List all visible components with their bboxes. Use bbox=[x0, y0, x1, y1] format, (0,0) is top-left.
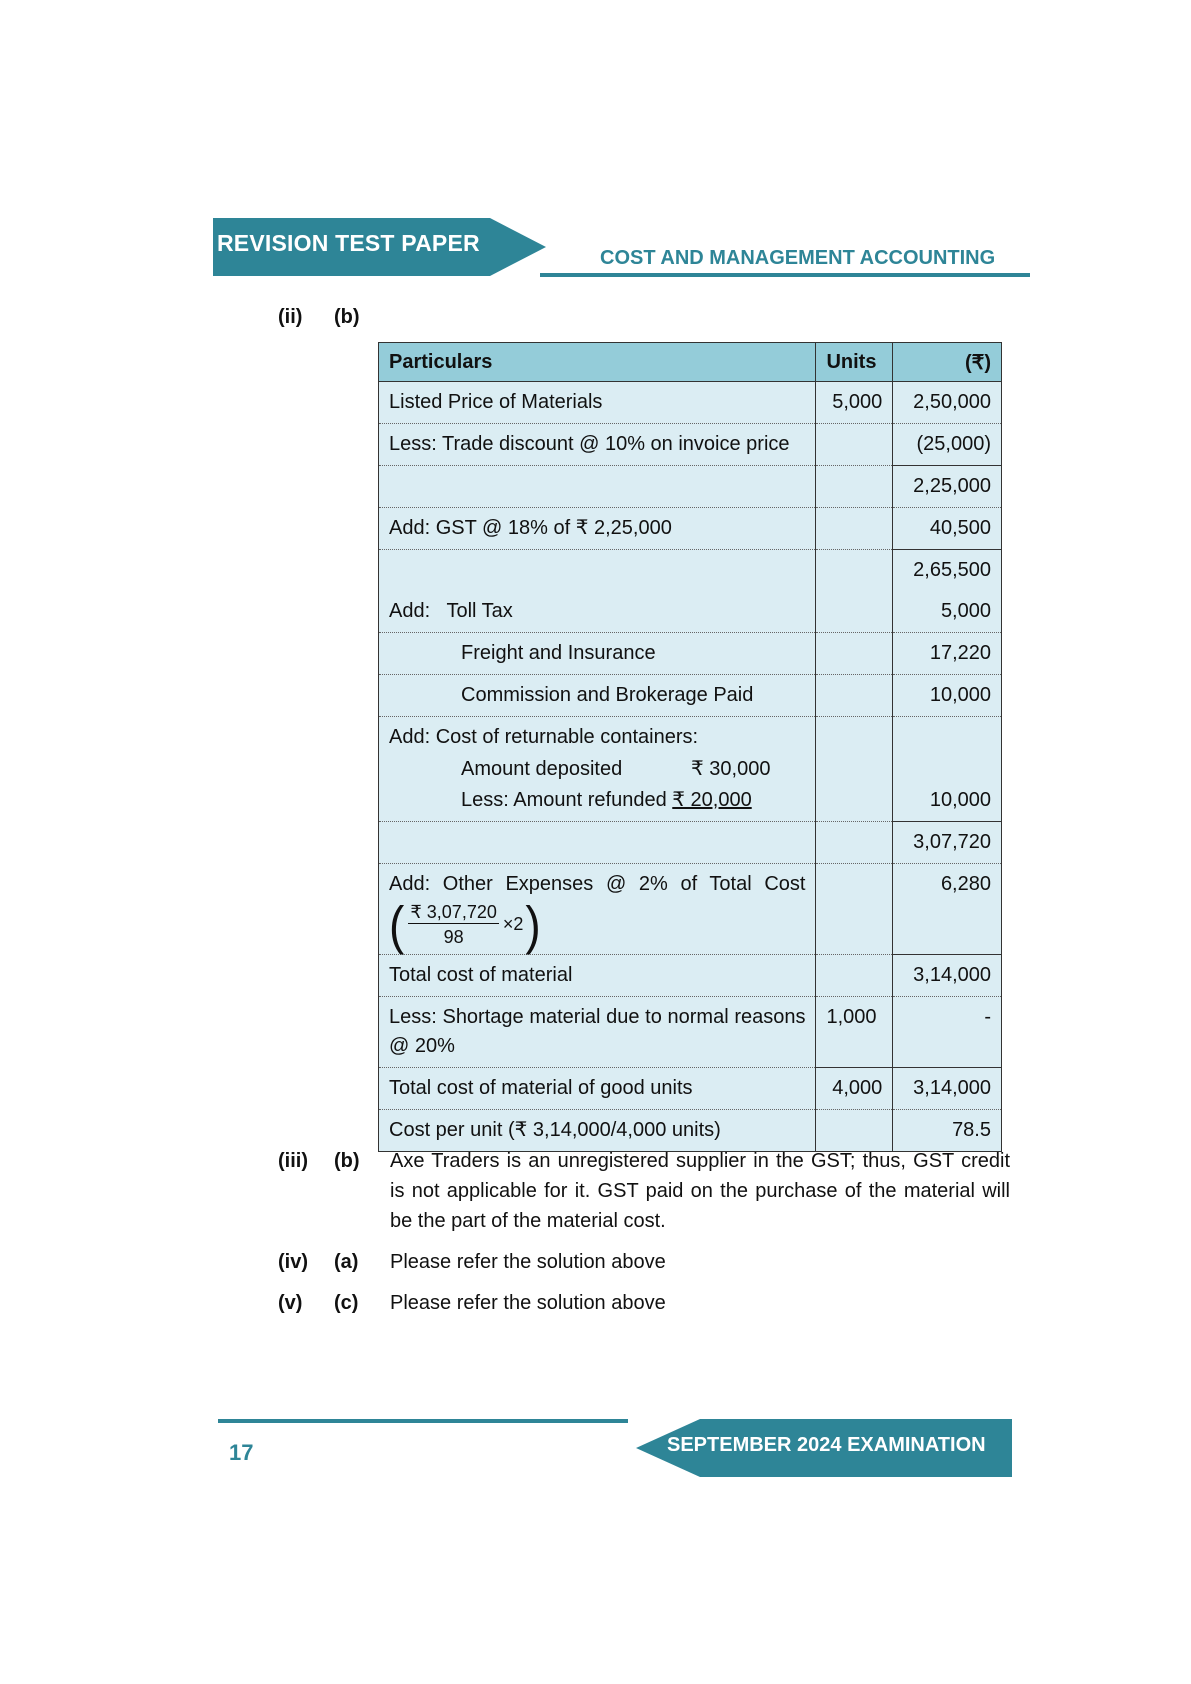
row-particulars: Less: Shortage material due to normal reasons @ 20% bbox=[379, 997, 816, 1068]
header-title: REVISION TEST PAPER bbox=[217, 230, 480, 256]
row-amount: 17,220 bbox=[893, 633, 1002, 675]
fraction-numerator: ₹ 3,07,720 bbox=[410, 902, 497, 922]
refunded-value: ₹ 20,000 bbox=[672, 789, 752, 811]
question-number-iv: (iv) bbox=[278, 1251, 308, 1273]
header-units: Units bbox=[816, 343, 893, 382]
row-units: 5,000 bbox=[816, 382, 893, 424]
row-amount: 78.5 bbox=[893, 1110, 1002, 1152]
containers-deposited bbox=[389, 752, 805, 786]
row-particulars: Add: GST @ 18% of ₹ 2,25,000 bbox=[379, 508, 816, 550]
page-number: 17 bbox=[229, 1440, 254, 1465]
question-number-v: (v) bbox=[278, 1292, 303, 1314]
header-subject: COST AND MANAGEMENT ACCOUNTING bbox=[600, 247, 996, 269]
table-row bbox=[379, 424, 1002, 466]
row-units bbox=[816, 633, 893, 675]
header-banner-arrow bbox=[490, 218, 546, 276]
row-particulars: Listed Price of Materials bbox=[379, 382, 816, 424]
row-particulars-text: Commission and Brokerage Paid bbox=[461, 684, 754, 706]
row-units bbox=[816, 508, 893, 550]
row-particulars: Add: Toll Tax bbox=[379, 591, 816, 633]
row-particulars: Less: Trade discount @ 10% on invoice price bbox=[379, 424, 816, 466]
row-particulars bbox=[379, 864, 816, 955]
header-rule bbox=[540, 273, 1030, 277]
left-paren: ( bbox=[389, 894, 405, 955]
question-number-ii: (ii) bbox=[278, 306, 303, 328]
row-amount: - bbox=[893, 997, 1002, 1068]
row-particulars: Cost per unit (₹ 3,14,000/4,000 units) bbox=[379, 1110, 816, 1152]
table-row bbox=[379, 675, 1002, 717]
table-row bbox=[379, 382, 1002, 424]
row-units bbox=[816, 822, 893, 864]
table-row bbox=[379, 864, 1002, 955]
row-particulars bbox=[379, 466, 816, 508]
row-amount: 2,65,500 bbox=[893, 550, 1002, 592]
row-particulars bbox=[379, 675, 816, 717]
row-amount: 3,07,720 bbox=[893, 822, 1002, 864]
other-expenses-label: Add: Other Expenses @ 2% of Total Cost bbox=[389, 873, 806, 895]
fraction-multiplier: ×2 bbox=[502, 914, 524, 934]
row-units bbox=[816, 717, 893, 822]
row-units: 4,000 bbox=[816, 1068, 893, 1110]
row-particulars bbox=[379, 717, 816, 822]
question-option-iv: (a) bbox=[334, 1251, 359, 1273]
deposited-label: Amount deposited bbox=[461, 758, 623, 780]
answer-text-iii: Axe Traders is an unregistered supplier in the GST; thus, GST credit is not applicable for it. GST paid on the purchase of the material will be the part of the material cost. bbox=[390, 1150, 1010, 1232]
row-particulars bbox=[379, 822, 816, 864]
row-units bbox=[816, 955, 893, 997]
right-paren: ) bbox=[525, 894, 541, 955]
deposited-value: ₹ 30,000 bbox=[691, 758, 771, 780]
table-row bbox=[379, 1068, 1002, 1110]
table-row bbox=[379, 822, 1002, 864]
row-particulars-text: Freight and Insurance bbox=[461, 642, 656, 664]
answer-text-v: Please refer the solution above bbox=[390, 1292, 666, 1314]
table-row bbox=[379, 550, 1002, 592]
question-option-v: (c) bbox=[334, 1292, 359, 1314]
row-particulars bbox=[379, 550, 816, 592]
footer-exam-label: SEPTEMBER 2024 EXAMINATION bbox=[667, 1434, 986, 1456]
table-row bbox=[379, 997, 1002, 1068]
table-header-row bbox=[379, 343, 1002, 382]
row-amount: 3,14,000 bbox=[893, 955, 1002, 997]
fraction bbox=[408, 901, 499, 948]
table-row bbox=[379, 633, 1002, 675]
row-units bbox=[816, 864, 893, 955]
row-amount: 40,500 bbox=[893, 508, 1002, 550]
row-units bbox=[816, 591, 893, 633]
row-amount: 10,000 bbox=[893, 717, 1002, 822]
containers-refunded bbox=[389, 786, 805, 815]
row-amount: 2,25,000 bbox=[893, 466, 1002, 508]
refunded-label: Less: Amount refunded bbox=[461, 789, 667, 811]
containers-title: Add: Cost of returnable containers: bbox=[389, 726, 699, 748]
row-units: 1,000 bbox=[816, 997, 893, 1068]
other-expenses-formula bbox=[389, 894, 805, 955]
table-row bbox=[379, 591, 1002, 633]
row-particulars: Total cost of material of good units bbox=[379, 1068, 816, 1110]
fraction-denominator: 98 bbox=[443, 927, 464, 947]
row-particulars bbox=[379, 633, 816, 675]
row-amount: (25,000) bbox=[893, 424, 1002, 466]
header-particulars: Particulars bbox=[379, 343, 816, 382]
row-units bbox=[816, 550, 893, 592]
table-row bbox=[379, 508, 1002, 550]
table-row bbox=[379, 717, 1002, 822]
question-number-iii: (iii) bbox=[278, 1150, 308, 1172]
row-amount: 6,280 bbox=[893, 864, 1002, 955]
row-amount: 3,14,000 bbox=[893, 1068, 1002, 1110]
header-amount: (₹) bbox=[893, 343, 1002, 382]
material-cost-table bbox=[378, 342, 1002, 1152]
footer-rule bbox=[218, 1419, 628, 1423]
table-row bbox=[379, 955, 1002, 997]
row-units bbox=[816, 466, 893, 508]
answer-text-iv: Please refer the solution above bbox=[390, 1251, 666, 1273]
row-amount: 10,000 bbox=[893, 675, 1002, 717]
question-option-ii: (b) bbox=[334, 306, 360, 328]
row-units bbox=[816, 675, 893, 717]
row-particulars: Total cost of material bbox=[379, 955, 816, 997]
row-amount: 2,50,000 bbox=[893, 382, 1002, 424]
question-option-iii: (b) bbox=[334, 1150, 360, 1172]
row-amount: 5,000 bbox=[893, 591, 1002, 633]
table-row bbox=[379, 466, 1002, 508]
row-units bbox=[816, 424, 893, 466]
